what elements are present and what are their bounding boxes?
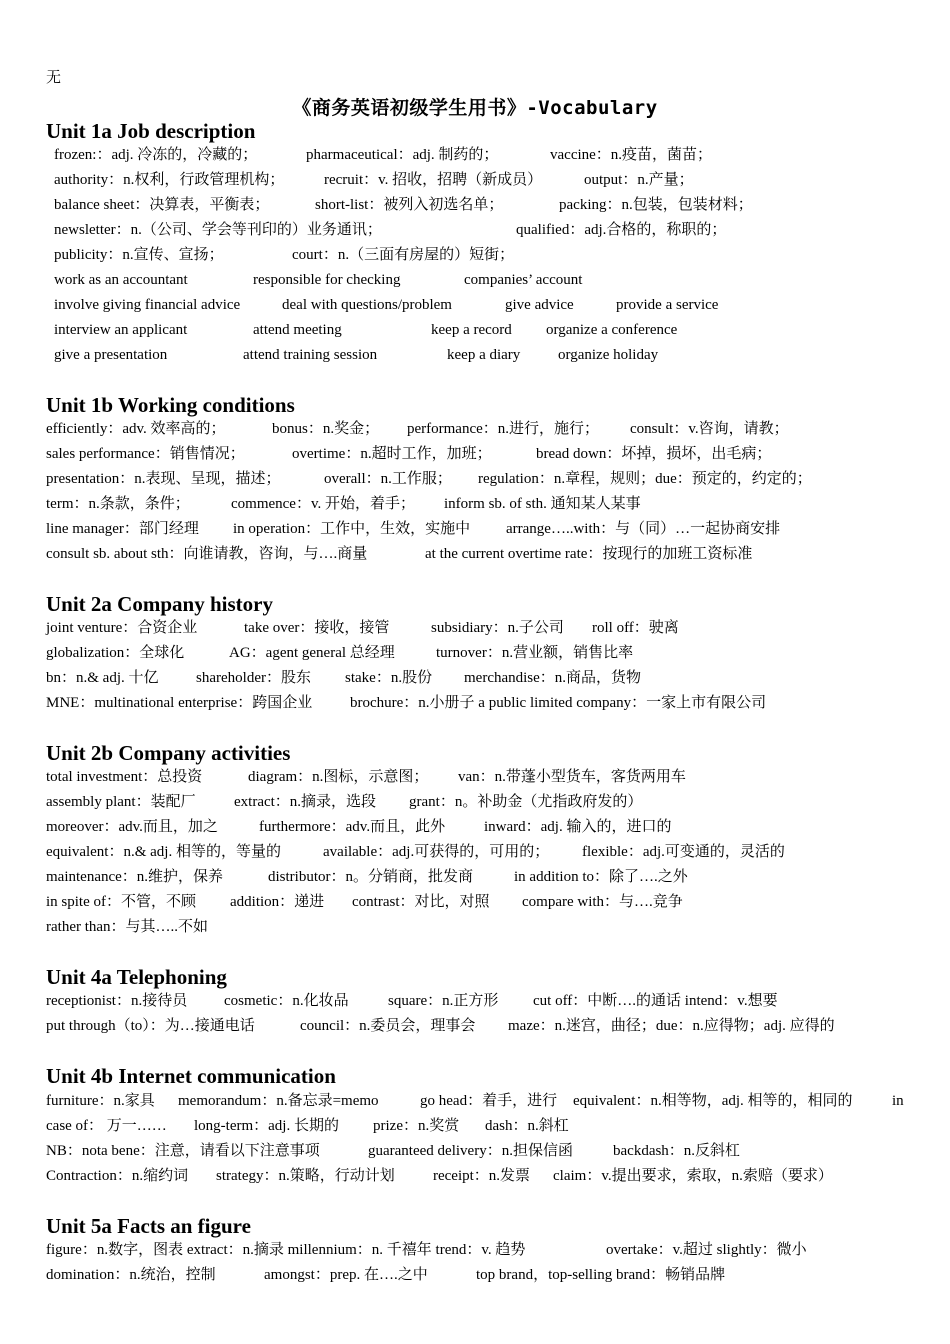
vocab-entry: go head：着手，进行 — [420, 1093, 558, 1109]
vocab-entry: turnover：n.营业额，销售比率 — [436, 645, 634, 661]
vocab-entry: newsletter：n.（公司、学会等刊印的）业务通讯； — [54, 222, 382, 238]
vocab-entry: commence：v. 开始，着手； — [231, 496, 415, 512]
document-title: 《商务英语初级学生用书》-Vocabulary — [292, 97, 658, 119]
vocab-entry: merchandise：n.商品，货物 — [464, 670, 642, 686]
vocab-entry: inform sb. of sth. 通知某人某事 — [444, 496, 641, 512]
vocab-entry: frozen:：adj. 冷冻的，冷藏的； — [54, 147, 258, 163]
vocab-entry: joint venture：合资企业 — [46, 620, 198, 636]
vocab-entry: guaranteed delivery：n.担保信函 — [368, 1143, 573, 1159]
vocab-entry: subsidiary：n.子公司 — [431, 620, 564, 636]
vocab-entry: prize：n.奖赏 — [373, 1118, 460, 1134]
vocab-entry: available：adj.可获得的，可用的； — [323, 844, 550, 860]
vocab-entry: assembly plant：装配厂 — [46, 794, 196, 810]
vocab-entry: cosmetic：n.化妆品 — [224, 993, 349, 1009]
phrase-entry: keep a record — [431, 322, 512, 338]
vocab-entry: presentation：n.表现、呈现，描述； — [46, 471, 281, 487]
phrase-entry: attend meeting — [253, 322, 342, 338]
unit-heading: Unit 2a Company history — [46, 592, 273, 616]
vocab-entry: furniture：n.家具 — [46, 1093, 155, 1109]
vocab-entry: furthermore：adv.而且，此外 — [259, 819, 446, 835]
vocab-entry: compare with：与….竞争 — [522, 894, 683, 910]
vocab-entry: inward：adj. 输入的，进口的 — [484, 819, 672, 835]
vocab-entry: backdash：n.反斜杠 — [613, 1143, 741, 1159]
vocab-entry: packing：n.包装，包装材料； — [559, 197, 753, 213]
vocab-entry: dash：n.斜杠 — [485, 1118, 569, 1134]
phrase-entry: involve giving financial advice — [54, 297, 241, 313]
vocab-entry: balance sheet：决算表，平衡表； — [54, 197, 270, 213]
vocab-entry: regulation：n.章程，规则；due：预定的，约定的； — [478, 471, 812, 487]
vocab-entry: top brand，top-selling brand：畅销品牌 — [476, 1267, 726, 1283]
unit-heading: Unit 4b Internet communication — [46, 1064, 336, 1088]
vocab-entry: overtime：n.超时工作，加班； — [292, 446, 492, 462]
phrase-entry: interview an applicant — [54, 322, 188, 338]
vocab-entry: council：n.委员会，理事会 — [300, 1018, 476, 1034]
vocab-entry: efficiently：adv. 效率高的； — [46, 421, 226, 437]
vocab-entry: NB：nota bene：注意，请看以下注意事项 — [46, 1143, 320, 1159]
vocab-entry: square：n.正方形 — [388, 993, 499, 1009]
vocab-entry: grant：n。补助金（尤指政府发的） — [409, 794, 643, 810]
vocab-entry: contrast：对比，对照 — [352, 894, 490, 910]
vocab-entry: put through（to）：为…接通电话 — [46, 1018, 255, 1034]
vocab-entry: brochure：n.小册子 a public limited company：一家上市有限公司 — [350, 695, 767, 711]
vocab-entry: recruit：v. 招收，招聘（新成员） — [324, 172, 543, 188]
vocab-entry: diagram：n.图标，示意图； — [248, 769, 429, 785]
vocab-entry: maintenance：n.维护，保养 — [46, 869, 224, 885]
vocab-entry: Contraction：n.缩约词 — [46, 1168, 189, 1184]
phrase-entry: give a presentation — [54, 347, 168, 363]
vocab-entry: in spite of：不管，不顾 — [46, 894, 196, 910]
vocab-entry: long-term：adj. 长期的 — [194, 1118, 339, 1134]
vocab-entry: equivalent：n.相等物，adj. 相等的，相同的 — [573, 1093, 853, 1109]
phrase-entry: organize holiday — [558, 347, 659, 363]
vocab-entry: roll off：驶离 — [592, 620, 679, 636]
vocab-entry: receptionist：n.接待员 — [46, 993, 188, 1009]
vocab-entry: qualified：adj.合格的，称职的； — [516, 222, 727, 238]
phrase-entry: responsible for checking — [253, 272, 401, 288]
phrase-entry: work as an accountant — [54, 272, 188, 288]
header-note: 无 — [46, 70, 62, 86]
vocab-entry: AG：agent general 总经理 — [229, 645, 395, 661]
vocab-entry: case of： 万一…… — [46, 1118, 167, 1134]
vocab-entry: take over：接收，接管 — [244, 620, 390, 636]
vocab-entry: term：n.条款，条件； — [46, 496, 190, 512]
vocab-entry: court：n.（三面有房屋的）短街； — [292, 247, 515, 263]
vocab-entry: vaccine：n.疫苗，菌苗； — [550, 147, 713, 163]
vocab-entry: pharmaceutical：adj. 制药的； — [306, 147, 499, 163]
vocab-entry: arrange…..with：与（同）…一起协商安排 — [506, 521, 781, 537]
unit-heading: Unit 1b Working conditions — [46, 393, 295, 417]
vocab-entry: amongst：prep. 在….之中 — [264, 1267, 428, 1283]
vocab-entry: extract：n.摘录，选段 — [234, 794, 377, 810]
vocab-entry: bonus：n.奖金； — [272, 421, 380, 437]
vocab-entry: domination：n.统治，控制 — [46, 1267, 216, 1283]
vocab-entry: authority：n.权利，行政管理机构； — [54, 172, 285, 188]
vocab-entry: consult：v.咨询，请教； — [630, 421, 789, 437]
vocab-entry: in operation：工作中，生效，实施中 — [233, 521, 471, 537]
unit-heading: Unit 4a Telephoning — [46, 965, 227, 989]
vocab-entry: receipt：n.发票 — [433, 1168, 531, 1184]
unit-heading: Unit 2b Company activities — [46, 741, 291, 765]
vocab-entry: short-list：被列入初选名单； — [315, 197, 504, 213]
vocab-entry: figure：n.数字，图表 extract：n.摘录 millennium：n. 千禧年 trend：v. 趋势 — [46, 1242, 526, 1258]
vocab-entry: flexible：adj.可变通的，灵活的 — [582, 844, 785, 860]
vocab-entry: output：n.产量； — [584, 172, 694, 188]
vocab-entry: MNE：multinational enterprise：跨国企业 — [46, 695, 313, 711]
vocab-entry: van：n.带蓬小型货车，客货两用车 — [458, 769, 686, 785]
unit-heading: Unit 1a Job description — [46, 119, 256, 143]
vocab-entry: moreover：adv.而且，加之 — [46, 819, 218, 835]
vocab-entry: bread down：坏掉，损坏，出毛病； — [536, 446, 772, 462]
vocab-entry: cut off：中断….的通话 intend：v.想要 — [533, 993, 778, 1009]
vocab-entry: globalization：全球化 — [46, 645, 185, 661]
vocab-entry: rather than：与其…..不如 — [46, 919, 209, 935]
phrase-entry: deal with questions/problem — [282, 297, 452, 313]
vocab-entry: addition：递进 — [230, 894, 325, 910]
vocab-entry: in — [892, 1093, 904, 1109]
vocab-entry: stake：n.股份 — [345, 670, 433, 686]
phrase-entry: organize a conference — [546, 322, 678, 338]
vocab-entry: memorandum：n.备忘录=memo — [178, 1093, 379, 1109]
vocab-entry: shareholder：股东 — [196, 670, 311, 686]
phrase-entry: give advice — [505, 297, 574, 313]
phrase-entry: companies’ account — [464, 272, 583, 288]
vocab-entry: total investment：总投资 — [46, 769, 203, 785]
vocab-entry: line manager：部门经理 — [46, 521, 199, 537]
vocab-entry: performance：n.进行，施行； — [407, 421, 600, 437]
vocab-entry: maze：n.迷宫，曲径；due：n.应得物；adj. 应得的 — [508, 1018, 835, 1034]
vocab-entry: bn：n.& adj. 十亿 — [46, 670, 159, 686]
vocab-entry: equivalent：n.& adj. 相等的，等量的 — [46, 844, 281, 860]
vocab-entry: distributor：n。分销商，批发商 — [268, 869, 473, 885]
vocab-entry: at the current overtime rate：按现行的加班工资标准 — [425, 546, 753, 562]
vocab-entry: publicity：n.宣传、宣扬； — [54, 247, 224, 263]
vocab-entry: claim：v.提出要求，索取，n.索赔（要求） — [553, 1168, 833, 1184]
vocab-entry: overtake：v.超过 slightly：微小 — [606, 1242, 807, 1258]
vocab-entry: overall：n.工作服； — [324, 471, 452, 487]
phrase-entry: provide a service — [616, 297, 719, 313]
unit-heading: Unit 5a Facts an figure — [46, 1214, 251, 1238]
phrase-entry: keep a diary — [447, 347, 521, 363]
vocab-entry: consult sb. about sth：向谁请教，咨询，与….商量 — [46, 546, 368, 562]
vocab-entry: sales performance：销售情况； — [46, 446, 245, 462]
phrase-entry: attend training session — [243, 347, 378, 363]
vocab-entry: strategy：n.策略，行动计划 — [216, 1168, 395, 1184]
vocab-entry: in addition to：除了….之外 — [514, 869, 688, 885]
